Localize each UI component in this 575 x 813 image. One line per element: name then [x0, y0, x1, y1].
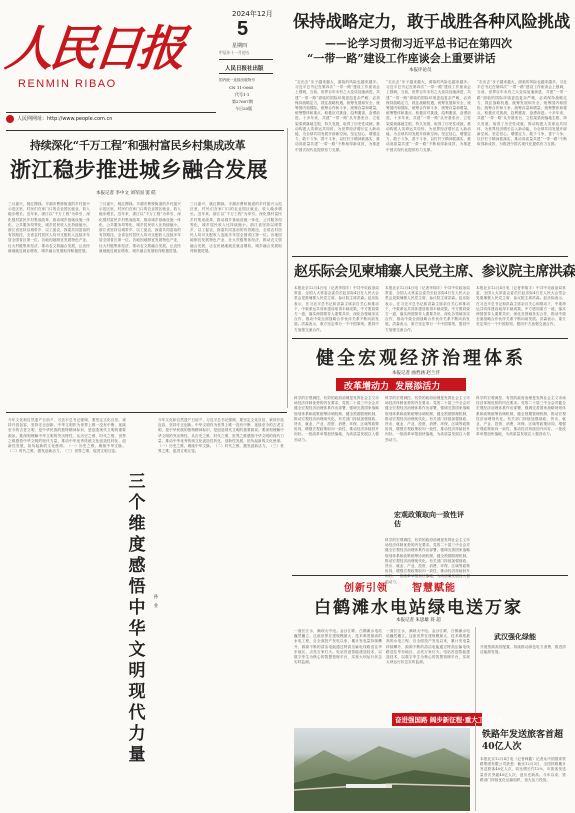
- macro-byline: 本报记者 曲哲涵 赵兰沣: [392, 371, 440, 376]
- lead-story: [293, 0, 571, 255]
- dam-sidebar: [475, 627, 570, 717]
- dam-headline: 白鹤滩水电站绿电送万家: [314, 598, 523, 618]
- zhejiang-headline: 浙江稳步推进城乡融合发展: [10, 158, 268, 182]
- masthead: [0, 0, 290, 128]
- masthead-info-divider-2: [219, 73, 273, 74]
- column-divider: [287, 128, 288, 408]
- cambodia-top-rule: [292, 256, 568, 257]
- dam-ribbon-1: 创新引领: [344, 583, 388, 594]
- culture-body-col-2: 今年文化和自然遗产日前夕，习近平总书记强调，要坚定文化自信，秉持开放包容，坚持守正创新。中华文明作为世界上唯一没有中断、延续至今的古老文明，是中华民族的独特精神标识，是创造现代文明的重要源泉。要深刻理解中华文明的突出特性，从历史之维、时代之维、世界之维感悟中华文明的现代力量，推动中华优秀传统文化创造性转化、创新性发展，担负起新的文化使命。（一）历史之维，赓续中华文脉。（二）时代之维，激发创新活力。（三）世界之维，促进文明互鉴。: [158, 418, 284, 454]
- cambodia-body-col-2: 本报北京12月4日电（记者李翔宇）中共中央政治局常委、全国人大常委会委员长赵乐际4日在人民大会堂会见柬埔寨人民党主席、参议院主席洪森。赵乐际表示，在习近平总书记和洪森主席亲自关心和推动下，中柬命运共同体建设取得丰硕成果。中方愿同柬方一道，落实两国领导人重要共识，深化各领域务实合作，推动中柬全面战略合作伙伴关系不断向前发展。洪森表示，柬方坚定奉行一个中国原则，愿同中方加强交流合作。: [385, 286, 470, 332]
- masthead-info-divider: [219, 59, 273, 60]
- zhejiang-body-col-2: 三月嘉兴，桃红柳绿。平湖市曹桥街道的乡村振兴示范区里，村民们在家门口的农业园区就业，收入稳步增长。近年来，浙江以“千万工程”为牵引，深化强村富民乡村集成改革，推动城乡基础设施一体化、公共服务均等化，城乡居民收入比持续缩小。浙江省坚持以城带乡、以工促农，探索共同富裕的有效路径，全省农村居民人均可支配收入连续多年居全国省区第一位。各地因地制宜发展特色产业，壮大村级集体经济，推动农文旅融合发展，让农民就地就近就业增收，城乡融合发展取得积极进展。: [99, 202, 181, 253]
- macro-subhead-box: 宏观政策取向一致性评估: [394, 510, 464, 528]
- story-zhejiang: [0, 130, 287, 410]
- cn-number: CN 11-0065: [229, 85, 254, 90]
- promo-banner: [392, 713, 504, 726]
- dam-ribbon-2: 智慧赋能: [412, 583, 456, 594]
- dam-body-col-2: 一面长江水，满坝大中电。金沙江畔，白鹤滩水电站巍然矗立。这座世界在建规模最大、技术难度最高的水电工程，自全面投产发电以来，累计发电量持续攀升，源源不断的清洁电能通过特高压输电线路送往华东地区，点亮万家灯火。电站首创智能建造技术，以数字孪生为核心的智慧管理平台，实现大坝运行状态实时监测。: [386, 629, 470, 665]
- zhejiang-byline: 本报记者 李中文 刘军国 窦 皓: [96, 191, 156, 196]
- masthead-logo: 人民日报: [2, 21, 185, 77]
- dam-sidebar-title: 武汉强化绿能: [494, 632, 536, 641]
- lead-headline: 保持战略定力，敢于战胜各种风险挑战: [293, 12, 571, 31]
- lead-body-col-3: “走出去”步子越来越大，面临的风险也越来越多。习近平总书记在第四次“一带一路”建设工作座谈会上强调，当前，世界百年未有之大变局加速演进，共建“一带一路”面临的国际环境更趋复杂严峻，必须保持战略定力，抓住战略机遇，统筹发展和安全，统筹国内和国际，统筹合作和斗争，统筹存量和增量，统筹整体和重点，积极应对挑战，趋利避害，奋勇前进。十多年来，共建“一带一路”从夯基垒台、立柱架梁到落地生根、持久发展，取得了历史性成就，推动构建人类命运共同体，为世界经济增长注入新动能，为全球共同发展开辟新空间。坚定信心，增强定力，敢于斗争，善于斗争，以钉钉子精神抓落实，推动高质量共建“一带一路”不断取得新成效，为推进中国式现代化提供有力支撑。: [477, 80, 567, 147]
- promo-banner-label: 奋进强国路 阔步新征程·重大工程巡礼: [395, 716, 504, 724]
- people-logo-icon: [6, 115, 14, 123]
- culture-body-col-1: 今年文化和自然遗产日前夕，习近平总书记强调，要坚定文化自信，秉持开放包容，坚持守正创新。中华文明作为世界上唯一没有中断、延续至今的古老文明，是中华民族的独特精神标识，是创造现代文明的重要源泉。要深刻理解中华文明的突出特性，从历史之维、时代之维、世界之维感悟中华文明的现代力量，推动中华优秀传统文化创造性转化、创新性发展，担负起新的文化使命。（一）历史之维，赓续中华文脉。（二）时代之维，激发创新活力。（三）世界之维，促进文明互鉴。: [8, 418, 126, 454]
- culture-top-rule: [6, 412, 287, 413]
- story-macro: [292, 338, 571, 584]
- reform-ribbon: [336, 378, 466, 391]
- masthead-pinyin: RENMIN RIBAO: [18, 78, 117, 90]
- dam-top-rule: [292, 575, 568, 576]
- macro-headline: 健全宏观经济治理体系: [316, 348, 526, 369]
- lead-byline: 本报评论员: [409, 68, 432, 73]
- zhejiang-top-rule: [6, 130, 284, 131]
- dam-body-col-1: 一面长江水，满坝大中电。金沙江畔，白鹤滩水电站巍然矗立。这座世界在建规模最大、技术难度最高的水电工程，自全面投产发电以来，累计发电量持续攀升，源源不断的清洁电能通过特高压输电线路送往华东地区，点亮万家灯火。电站首创智能建造技术，以数字孪生为核心的智慧管理平台，实现大坝运行状态实时监测。: [294, 629, 382, 665]
- macro-body-col-3: 科学的宏观调控、有效的政府治理是发挥社会主义市场经济体制优势的内在要求。党的二十届三中全会对健全宏观经济治理体系作出部署，强调完善国家战略规划体系和政策统筹协调机制，健全预期管理机制，推动宏观经济治理现代化。有关部门持续加强财政、货币、就业、产业、投资、消费、环保、区域等政策协同，增强宏观政策取向一致性，推动经济持续回升向好。一批改革举措加快落地，为高质量发展注入强劲动力。: [476, 396, 566, 437]
- culture-author: 孙 业: [153, 594, 158, 608]
- lead-subheadline-1: ——论学习贯彻习近平总书记在第四次: [325, 37, 512, 50]
- macro-top-rule: [292, 338, 568, 339]
- macro-body-col-1: 科学的宏观调控、有效的政府治理是发挥社会主义市场经济体制优势的内在要求。党的二十届三中全会对健全宏观经济治理体系作出部署，强调完善国家战略规划体系和政策统筹协调机制，健全预期管理机制，推动宏观经济治理现代化。有关部门持续加强财政、货币、就业、产业、投资、消费、环保、区域等政策协同，增强宏观政策取向一致性，推动经济持续回升向好。一批改革举措加快落地，为高质量发展注入强劲动力。: [294, 396, 379, 442]
- culture-headline-vertical: 三个维度感悟中华文明现代力量: [128, 472, 146, 765]
- story-cambodia: [292, 256, 575, 336]
- story-culture: [0, 412, 290, 813]
- dam-railway-photo: [294, 728, 470, 811]
- dam-sidebar-body: 开展资源高效配置，持续推动绿色电力消费，推进清洁能源发展。: [480, 645, 566, 655]
- weekday: 星期四: [232, 43, 248, 49]
- issue-code: 代号1-1: [235, 92, 250, 97]
- page-count: 今日20版: [235, 106, 253, 111]
- reform-ribbon-label: 改革增动力 发展添活力: [344, 382, 441, 392]
- photo-scenery-icon: [294, 728, 470, 811]
- intl-serial: 国内统一连续出版物号: [219, 78, 255, 82]
- cambodia-body-col-1: 本报北京12月4日电（记者李翔宇）中共中央政治局常委、全国人大常委会委员长赵乐际4日在人民大会堂会见柬埔寨人民党主席、参议院主席洪森。赵乐际表示，在习近平总书记和洪森主席亲自关心和推动下，中柬命运共同体建设取得丰硕成果。中方愿同柬方一道，落实两国领导人重要共识，深化各领域务实合作，推动中柬全面战略合作伙伴关系不断向前发展。洪森表示，柬方坚定奉行一个中国原则，愿同中方加强交流合作。: [294, 286, 379, 332]
- railway-headline: 铁路年发送旅客首超40亿人次: [482, 730, 564, 752]
- date-year-month: 2024年12月: [232, 10, 273, 18]
- date-day: 5: [237, 18, 249, 40]
- lead-body-col-1: “走出去”步子越来越大，面临的风险也越来越多。习近平总书记在第四次“一带一路”建设工作座谈会上强调，当前，世界百年未有之大变局加速演进，共建“一带一路”面临的国际环境更趋复杂严峻，必须保持战略定力，抓住战略机遇，统筹发展和安全，统筹国内和国际，统筹合作和斗争，统筹存量和增量，统筹整体和重点，积极应对挑战，趋利避害，奋勇前进。十多年来，共建“一带一路”从夯基垒台、立柱架梁到落地生根、持久发展，取得了历史性成就，推动构建人类命运共同体，为世界经济增长注入新动能，为全球共同发展开辟新空间。坚定信心，增强定力，敢于斗争，善于斗争，以钉钉子精神抓落实，推动高质量共建“一带一路”不断取得新成效，为推进中国式现代化提供有力支撑。: [295, 80, 380, 152]
- cambodia-headline: 赵乐际会见柬埔寨人民党主席、参议院主席洪森: [294, 264, 575, 280]
- lead-body-col-2: “走出去”步子越来越大，面临的风险也越来越多。习近平总书记在第四次“一带一路”建设工作座谈会上强调，当前，世界百年未有之大变局加速演进，共建“一带一路”面临的国际环境更趋复杂严峻，必须保持战略定力，抓住战略机遇，统筹发展和安全，统筹国内和国际，统筹合作和斗争，统筹存量和增量，统筹整体和重点，积极应对挑战，趋利避害，奋勇前进。十多年来，共建“一带一路”从夯基垒台、立柱架梁到落地生根、持久发展，取得了历史性成就，推动构建人类命运共同体，为世界经济增长注入新动能，为全球共同发展开辟新空间。坚定信心，增强定力，敢于斗争，善于斗争，以钉钉子精神抓落实，推动高质量共建“一带一路”不断取得新成效，为推进中国式现代化提供有力支撑。: [386, 80, 471, 152]
- macro-body-col-2b: 科学的宏观调控、有效的政府治理是发挥社会主义市场经济体制优势的内在要求。党的二十届三中全会对健全宏观经济治理体系作出部署，强调完善国家战略规划体系和政策统筹协调机制，健全预期管理机制，推动宏观经济治理现代化。有关部门持续加强财政、货币、就业、产业、投资、消费、环保、区域等政策协同，增强宏观政策取向一致性，推动经济持续回升向好。一批改革举措加快落地，为高质量发展注入强劲动力。: [385, 538, 470, 584]
- story-dam: [292, 575, 571, 813]
- cambodia-body-col-3: 本报北京12月4日电（记者李翔宇）中共中央政治局常委、全国人大常委会委员长赵乐际4日在人民大会堂会见柬埔寨人民党主席、参议院主席洪森。赵乐际表示，在习近平总书记和洪森主席亲自关心和推动下，中柬命运共同体建设取得丰硕成果。中方愿同柬方一道，落实两国领导人重要共识，深化各领域务实合作，推动中柬全面战略合作伙伴关系不断向前发展。洪森表示，柬方坚定奉行一个中国原则，愿同中方加强交流合作。: [476, 286, 566, 327]
- publisher: 人民日报社出版: [225, 66, 264, 72]
- issue-number: 第27607期: [232, 99, 253, 104]
- zhejiang-body-col-3: 三月嘉兴，桃红柳绿。平湖市曹桥街道的乡村振兴示范区里，村民们在家门口的农业园区就业，收入稳步增长。近年来，浙江以“千万工程”为牵引，深化强村富民乡村集成改革，推动城乡基础设施一体化、公共服务均等化，城乡居民收入比持续缩小。浙江省坚持以城带乡、以工促农，探索共同富裕的有效路径，全省农村居民人均可支配收入连续多年居全国省区第一位。各地因地制宜发展特色产业，壮大村级集体经济，推动农文旅融合发展，让农民就地就近就业增收，城乡融合发展取得积极进展。: [190, 202, 282, 253]
- railway-body: 本报北京12月4日电（记者韩鑫）记者从中国国家铁路集团有限公司获悉：截至12月3日，全国铁路累计发送旅客40亿人次，同比增长约12%，年旅客发送量首次突破40亿人次，创历史新高。今年以来，铁路部门持续优化运输组织，加大运力投放。: [480, 757, 566, 782]
- dam-byline: 本报记者 朱思雄 蒋 超: [396, 618, 441, 623]
- lead-subheadline-2: “一带一路”建设工作座谈会上重要讲话: [307, 52, 496, 65]
- railway-story: [475, 723, 570, 811]
- zhejiang-body-col-1: 三月嘉兴，桃红柳绿。平湖市曹桥街道的乡村振兴示范区里，村民们在家门口的农业园区就业，收入稳步增长。近年来，浙江以“千万工程”为牵引，深化强村富民乡村集成改革，推动城乡基础设施一体化、公共服务均等化，城乡居民收入比持续缩小。浙江省坚持以城带乡、以工促农，探索共同富裕的有效路径，全省农村居民人均可支配收入连续多年居全国省区第一位。各地因地制宜发展特色产业，壮大村级集体经济，推动农文旅融合发展，让农民就地就近就业增收，城乡融合发展取得积极进展。: [8, 202, 90, 253]
- lunar-date: 甲辰年十一月初五: [219, 50, 250, 55]
- website-bar: [6, 112, 216, 125]
- zhejiang-kicker: 持续深化“千万工程”和强村富民乡村集成改革: [30, 139, 246, 152]
- website-url[interactable]: 人民网网址：http://www.people.com.cn: [17, 116, 113, 122]
- macro-body-col-2: 科学的宏观调控、有效的政府治理是发挥社会主义市场经济体制优势的内在要求。党的二十届三中全会对健全宏观经济治理体系作出部署，强调完善国家战略规划体系和政策统筹协调机制，健全预期管理机制，推动宏观经济治理现代化。有关部门持续加强财政、货币、就业、产业、投资、消费、环保、区域等政策协同，增强宏观政策取向一致性，推动经济持续回升向好。一批改革举措加快落地，为高质量发展注入强劲动力。: [385, 396, 470, 442]
